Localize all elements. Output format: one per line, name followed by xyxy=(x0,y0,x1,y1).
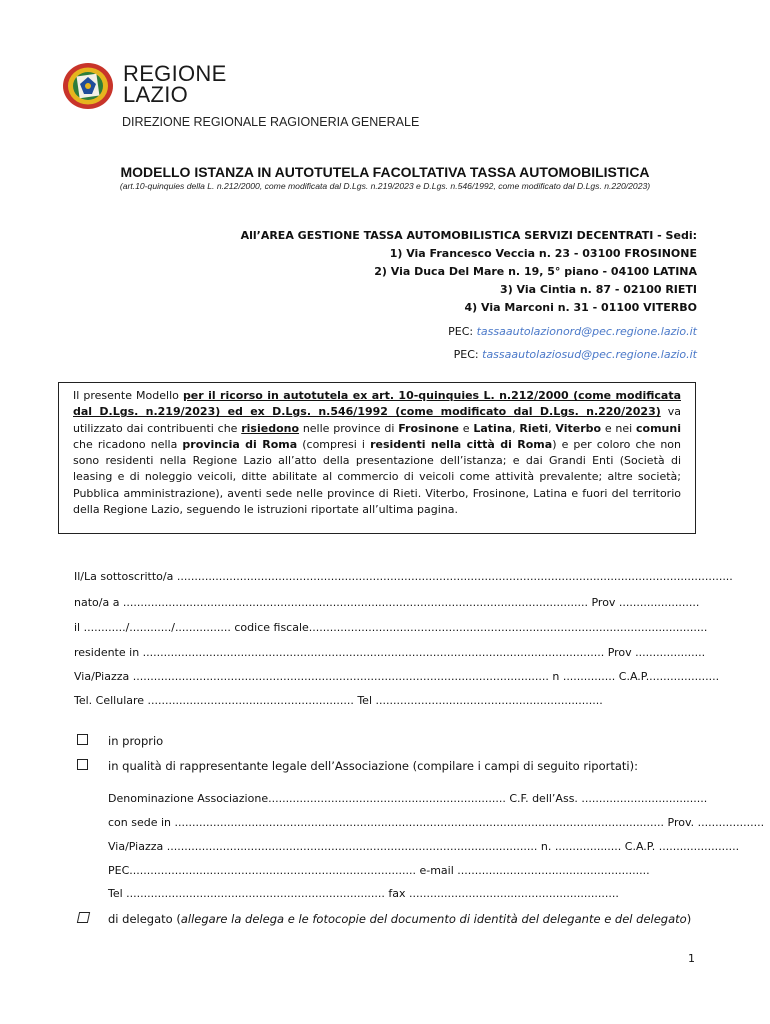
field-phone[interactable]: Tel. Cellulare ........................................................... Tel ................................................................. xyxy=(74,694,603,707)
checkbox-own[interactable] xyxy=(77,734,88,745)
brand-line-1: REGIONE xyxy=(123,61,227,86)
office-rieti: 3) Via Cintia n. 87 - 02100 RIETI xyxy=(500,283,697,296)
field-association-name[interactable]: Denominazione Associazione.................................................................... C.F. dell’Ass. .................................... xyxy=(108,792,708,805)
field-birthplace[interactable]: nato/a a ..................................................................................................................................... Prov ....................... xyxy=(74,596,700,609)
option-delegate-label: di delegato (allegare la delega e le fotocopie del documento di identità del delegante e del delegato) xyxy=(108,912,692,926)
field-residence[interactable]: residente in .................................................................................................................................... Prov .................... xyxy=(74,646,706,659)
department-name: DIREZIONE REGIONALE RAGIONERIA GENERALE xyxy=(122,115,420,129)
brand-name xyxy=(123,63,227,105)
office-frosinone: 1) Via Francesco Veccia n. 23 - 03100 FROSINONE xyxy=(389,247,697,260)
field-association-street[interactable]: Via/Piazza .......................................................................................................... n. ................... C.A.P. ....................... xyxy=(108,840,740,853)
field-association-tel[interactable]: Tel .......................................................................... fax ............................................................ xyxy=(108,887,619,900)
page-number: 1 xyxy=(688,952,695,965)
office-viterbo: 4) Via Marconi n. 31 - 01100 VITERBO xyxy=(464,301,697,314)
regione-lazio-logo-icon xyxy=(62,62,114,110)
field-birthdate-taxcode[interactable]: il ............/............/................ codice fiscale.................................................................................................................. xyxy=(74,621,708,634)
pec-label: PEC: xyxy=(453,348,479,361)
document-subtitle: (art.10-quinquies della L. n.212/2000, come modificata dal D.Lgs. n.219/2023 e D.Lgs. n.546/1992, come modificato dal D.Lgs. n.220/2023) xyxy=(119,181,651,191)
field-association-seat[interactable]: con sede in ............................................................................................................................................ Prov. ................... xyxy=(108,816,765,829)
pec-line-2 xyxy=(454,348,697,361)
pec-address-south[interactable]: tassaautolaziosud@pec.regione.lazio.it xyxy=(482,348,697,361)
field-street[interactable]: Via/Piazza ....................................................................................................................... n ............... C.A.P..................... xyxy=(74,670,720,683)
pec-label: PEC: xyxy=(448,325,474,338)
pec-address-north[interactable]: tassaautolazionord@pec.regione.lazio.it xyxy=(476,325,697,338)
recipient-heading: All’AREA GESTIONE TASSA AUTOMOBILISTICA SERVIZI DECENTRATI - Sedi: xyxy=(240,229,697,242)
field-undersigned[interactable]: Il/La sottoscritto/a ............................................................................................................................................................... xyxy=(74,570,733,583)
recipient-block xyxy=(241,227,697,317)
checkbox-delegate[interactable] xyxy=(77,912,90,923)
instructions-box xyxy=(58,382,696,534)
pec-line-1 xyxy=(448,325,697,338)
checkbox-association[interactable] xyxy=(77,759,88,770)
document-title: MODELLO ISTANZA IN AUTOTUTELA FACOLTATIVA TASSA AUTOMOBILISTICA xyxy=(120,164,650,180)
option-association-label: in qualità di rappresentante legale dell’Associazione (compilare i campi di seguito riportati): xyxy=(108,759,638,773)
office-latina: 2) Via Duca Del Mare n. 19, 5° piano - 04100 LATINA xyxy=(374,265,697,278)
instructions-text: Il presente Modello per il ricorso in autotutela ex art. 10-quinquies L. n.212/2000 (come modificata dal D.Lgs. n.219/2023) ed ex D.Lgs. n.546/1992 (come modificato dal D.Lgs. n.220/2023) va utilizzato dai contribuenti che risiedono nelle province di Frosinone e Latina, Rieti, Viterbo e nei comuni che ricadono nella provincia di Roma (compresi i residenti nella città di Roma) e per coloro che non sono residenti nella Regione Lazio all’atto della presentazione dell’istanza; e dai Grandi Enti (Società di leasing e di noleggio veicoli, ditte abilitate al commercio di veicoli come attività prevalente; altre società; Pubblica amministrazione), aventi sede nelle province di Rieti. Viterbo, Frosinone, Latina e fuori del territorio della Regione Lazio, seguendo le istruzioni riportate all’ultima pagina. xyxy=(73,389,681,517)
option-own-label: in proprio xyxy=(108,734,164,748)
field-association-pec[interactable]: PEC.................................................................................. e-mail ....................................................... xyxy=(108,864,650,877)
brand-line-2: LAZIO xyxy=(123,82,189,107)
